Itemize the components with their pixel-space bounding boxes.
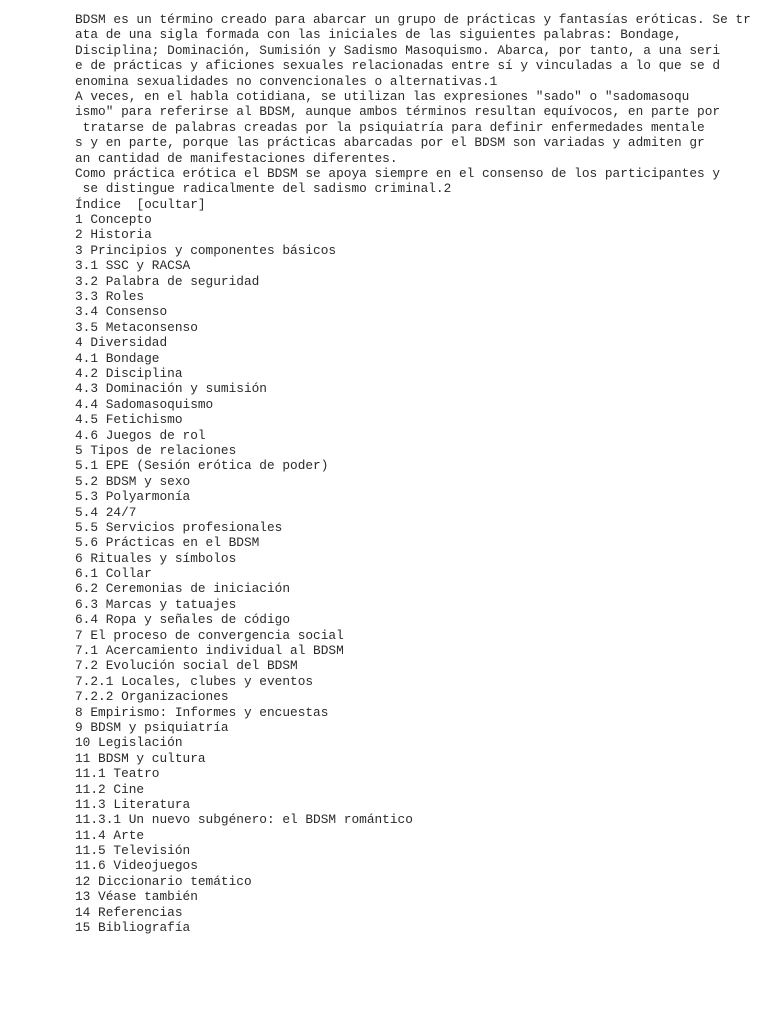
- toc-item[interactable]: 6.1 Collar: [75, 566, 152, 582]
- toc-header: [75, 197, 765, 212]
- paragraph-line: A veces, en el habla cotidiana, se utilizan las expresiones "sado" o "sadomasoqu: [75, 88, 690, 104]
- toc-item[interactable]: 7 El proceso de convergencia social: [75, 627, 344, 643]
- toc-item[interactable]: 11.1 Teatro: [75, 766, 160, 782]
- toc-item[interactable]: 11.2 Cine: [75, 781, 145, 797]
- paragraph: [75, 89, 765, 166]
- toc-item[interactable]: 5 Tipos de relaciones: [75, 442, 237, 458]
- toc-item[interactable]: 13 Véase también: [75, 889, 198, 905]
- toc-item[interactable]: 1 Concepto: [75, 212, 152, 228]
- toc-item[interactable]: 7.2.1 Locales, clubes y eventos: [75, 673, 314, 689]
- paragraph-line: ata de una sigla formada con las iniciales de las siguientes palabras: Bondage,: [75, 27, 682, 43]
- paragraph-line: enomina sexualidades no convencionales o alternativas.1: [75, 73, 498, 89]
- toc-item[interactable]: 6.3 Marcas y tatuajes: [75, 596, 237, 612]
- toc-hide-toggle[interactable]: [ocultar]: [136, 196, 206, 212]
- toc-item[interactable]: 11.6 Videojuegos: [75, 858, 198, 874]
- toc-item[interactable]: 3.4 Consenso: [75, 304, 168, 320]
- table-of-contents: [75, 212, 765, 935]
- toc-item[interactable]: 12 Diccionario temático: [75, 873, 252, 889]
- toc-item[interactable]: 11.3.1 Un nuevo subgénero: el BDSM romántico: [75, 812, 413, 828]
- toc-item[interactable]: 11.5 Televisión: [75, 843, 191, 859]
- toc-item[interactable]: 7.2.2 Organizaciones: [75, 689, 229, 705]
- toc-item[interactable]: 9 BDSM y psiquiatría: [75, 719, 229, 735]
- toc-item[interactable]: 6.4 Ropa y señales de código: [75, 612, 291, 628]
- paragraph: [75, 166, 765, 197]
- toc-item[interactable]: 3.1 SSC y RACSA: [75, 258, 191, 274]
- toc-item[interactable]: 5.2 BDSM y sexo: [75, 473, 191, 489]
- toc-item[interactable]: 7.2 Evolución social del BDSM: [75, 658, 298, 674]
- toc-item[interactable]: 5.3 Polyarmonía: [75, 489, 191, 505]
- paragraph-line: Como práctica erótica el BDSM se apoya siempre en el consenso de los participantes y: [75, 165, 721, 181]
- toc-item[interactable]: 4.6 Juegos de rol: [75, 427, 206, 443]
- toc-item[interactable]: 4.5 Fetichismo: [75, 412, 183, 428]
- toc-item[interactable]: 7.1 Acercamiento individual al BDSM: [75, 643, 344, 659]
- intro-text: [75, 12, 765, 197]
- toc-item[interactable]: 3.5 Metaconsenso: [75, 319, 198, 335]
- toc-item[interactable]: 4.3 Dominación y sumisión: [75, 381, 267, 397]
- toc-item[interactable]: 4.4 Sadomasoquismo: [75, 396, 214, 412]
- toc-item[interactable]: 3.3 Roles: [75, 289, 145, 305]
- paragraph-line: tratarse de palabras creadas por la psiquiatría para definir enfermedades mentale: [75, 119, 705, 135]
- paragraph-line: BDSM es un término creado para abarcar un grupo de prácticas y fantasías eróticas. Se tr: [75, 12, 751, 27]
- toc-item[interactable]: 5.6 Prácticas en el BDSM: [75, 535, 260, 551]
- document-body: [75, 12, 765, 935]
- paragraph-line: Disciplina; Dominación, Sumisión y Sadismo Masoquismo. Abarca, por tanto, a una seri: [75, 42, 721, 58]
- toc-item[interactable]: 6 Rituales y símbolos: [75, 550, 237, 566]
- toc-item[interactable]: 3 Principios y componentes básicos: [75, 242, 337, 258]
- toc-title: Índice: [75, 196, 122, 212]
- toc-item[interactable]: 6.2 Ceremonias de iniciación: [75, 581, 291, 597]
- paragraph: [75, 12, 765, 89]
- toc-item[interactable]: 5.1 EPE (Sesión erótica de poder): [75, 458, 329, 474]
- toc-item[interactable]: 2 Historia: [75, 227, 152, 243]
- paragraph-line: se distingue radicalmente del sadismo criminal.2: [75, 181, 452, 197]
- toc-item[interactable]: 5.5 Servicios profesionales: [75, 519, 283, 535]
- paragraph-line: e de prácticas y aficiones sexuales relacionadas entre sí y vinculadas a lo que se d: [75, 58, 721, 74]
- toc-item[interactable]: 5.4 24/7: [75, 504, 137, 520]
- toc-item[interactable]: 4.2 Disciplina: [75, 365, 183, 381]
- toc-item[interactable]: 11.3 Literatura: [75, 796, 191, 812]
- paragraph-line: an cantidad de manifestaciones diferentes.: [75, 150, 398, 166]
- toc-item[interactable]: 4 Diversidad: [75, 335, 168, 351]
- paragraph-line: ismo" para referirse al BDSM, aunque ambos términos resultan equívocos, en parte por: [75, 104, 721, 120]
- paragraph-line: s y en parte, porque las prácticas abarcadas por el BDSM son variadas y admiten gr: [75, 135, 705, 151]
- toc-item[interactable]: 11 BDSM y cultura: [75, 750, 206, 766]
- toc-item[interactable]: 4.1 Bondage: [75, 350, 160, 366]
- toc-item[interactable]: 8 Empirismo: Informes y encuestas: [75, 704, 329, 720]
- toc-item[interactable]: 14 Referencias: [75, 904, 183, 920]
- toc-item[interactable]: 10 Legislación: [75, 735, 183, 751]
- toc-item[interactable]: 3.2 Palabra de seguridad: [75, 273, 260, 289]
- toc-item[interactable]: 15 Bibliografía: [75, 920, 191, 936]
- toc-item[interactable]: 11.4 Arte: [75, 827, 145, 843]
